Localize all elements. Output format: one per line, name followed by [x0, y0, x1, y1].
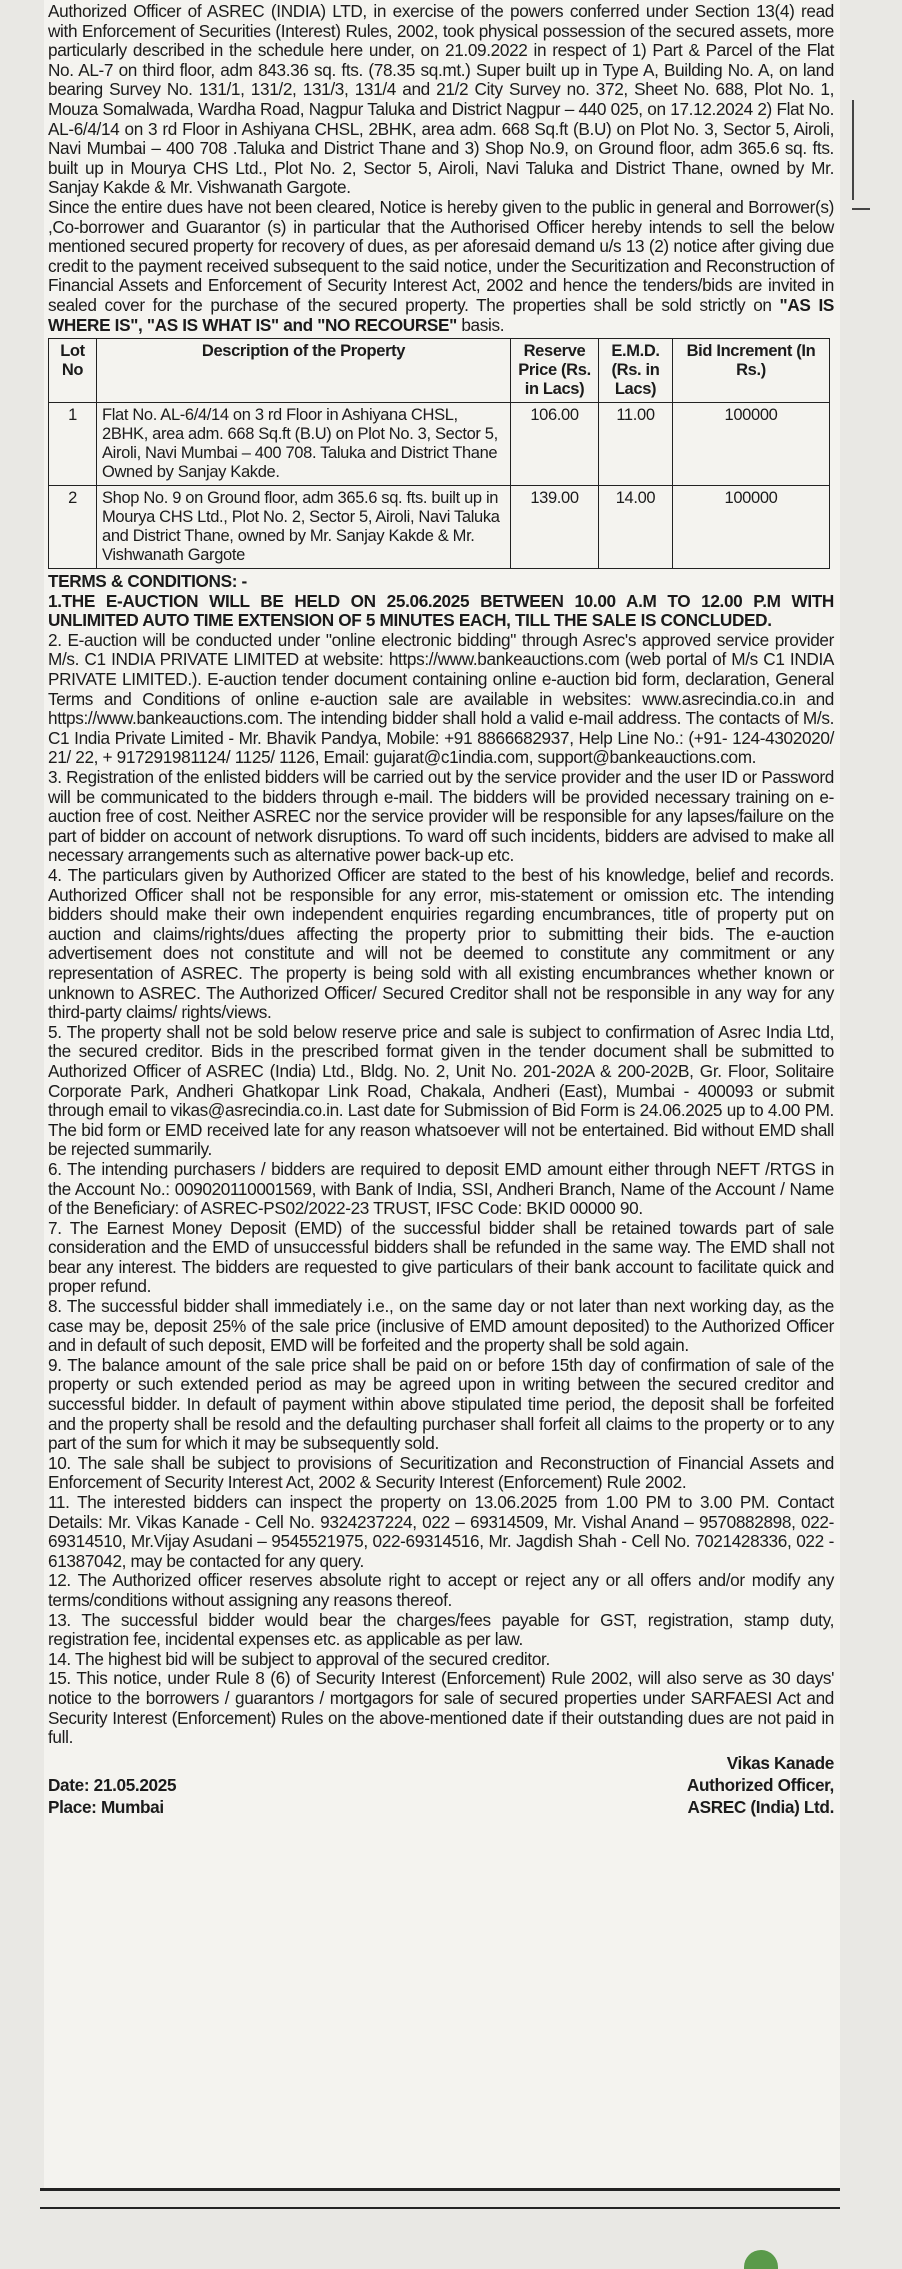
term-1: 1.THE E-AUCTION WILL BE HELD ON 25.06.2025 BETWEEN 10.00 A.M TO 12.00 P.M WITH UNLIMITED AUTO TIME EXTENSION OF 5 MINUTES EACH, TILL THE SALE IS CONCLUDED. — [48, 590, 834, 631]
cell-description — [97, 486, 511, 569]
header-bid-increment: Bid Increment (In Rs.) — [673, 339, 830, 403]
term-4: 4. The particulars given by Authorized Officer are stated to the best of his knowledge, belief and records. Authorized Officer shall not be responsible for any error, mis-statement or omission etc. The intending bidders should make their own independent enquiries regarding encumbrances, title of property put on auction and claims/rights/dues affecting the property prior to submitting their bids. The e-auction advertisement does not constitute and will not be deemed to constitute any commitment or any representation of ASREC. The property is being sold with all existing encumbrances whether known or unknown to ASREC. The Authorized Officer/ Secured Creditor shall not be responsible in any way for any third-party claims/ rights/views. — [48, 865, 834, 1023]
bottom-border — [40, 2188, 840, 2191]
table-header-row — [49, 339, 830, 403]
signatory — [687, 1752, 834, 1818]
term-8: 8. The successful bidder shall immediately i.e., on the same day or not later than next working day, as the case may be, deposit 25% of the sale price (inclusive of EMD amount deposited) to the Authorized Officer and in default of such deposit, EMD will be forfeited and the property shall be sold again. — [48, 1296, 834, 1356]
term-10: 10. The sale shall be subject to provisions of Securitization and Reconstruction of Financial Assets and Enforcement of Security Interest Act, 2002 & Security Interest (Enforcement) Rule 2002. — [48, 1452, 834, 1493]
cell-reserve-price: 139.00 — [511, 486, 599, 569]
term-9: 9. The balance amount of the sale price shall be paid on or before 15th day of confirmation of sale of the property or such extended period as may be agreed upon in writing between the secured creditor and successful bidder. In default of payment within above stipulated time period, the deposit shall be forfeited and the property shall be resold and the defaulting purchaser shall forfeit all claims to the property or to any part of the sum for which it may be subsequently sold. — [48, 1354, 834, 1454]
cell-lot: 1 — [49, 403, 97, 486]
header-lot: Lot No — [49, 339, 97, 403]
intro-paragraph: Authorized Officer of ASREC (INDIA) LTD, in exercise of the powers conferred under Section 13(4) read with Enforcement of Securities (Interest) Rules, 2002, took physical possession of the secured assets, more particularly described in the schedule here under, on 21.09.2022 in respect of 1) Part & Parcel of the Flat No. AL-7 on third floor, adm 843.36 sq. fts. (78.35 sq.mt.) Super built up in Type A, Building No. A, on land bearing Survey No. 131/1, 131/2, 131/3, 131/4 and 21/2 City Survey no. 372, Sheet No. 688, Plot No. 1, Mouza Somalwada, Wardha Road, Nagpur Taluka and District Nagpur – 440 025, on 17.12.2024 2) Flat No. AL-6/4/14 on 3 rd Floor in Ashiyana CHSL, 2BHK, area adm. 668 Sq.ft (B.U) on Plot No. 3, Sector 5, Airoli, Navi Mumbai – 400 708 .Taluka and District Thane and 3) Shop No.9, on Ground floor, adm 365.6 sq. fts. built up in Mourya CHS Ltd., Plot No. 2, Sector 5, Airoli, Navi Taluka and District Thane, owned by Mr. Sanjay Kakde & Mr. Vishwanath Gargote. — [48, 1, 834, 198]
date-place — [48, 1774, 176, 1818]
term-3: 3. Registration of the enlisted bidders will be carried out by the service provider and the user ID or Password will be communicated to the bidders through e-mail. The bidders will be provided necessary training on e-auction free of cost. Neither ASREC nor the service provider will be responsible for any lapses/failure on the part of bidder on account of network disruptions. To ward off such incidents, bidders are advised to make all necessary arrangements such as alternative power back-up etc. — [48, 767, 834, 866]
cell-bid-increment: 100000 — [673, 486, 830, 569]
term-2: 2. E-auction will be conducted under "online electronic bidding" through Asrec's approved service provider M/s. C1 INDIA PRIVATE LIMITED at website: https://www.bankeauctions.com (web portal of M/s C1 INDIA PRIVATE LIMITED.). E-auction tender document containing online e-auction bid form, declaration, General Terms and Conditions of online e-auction sale are available in websites: www.asrecindia.co.in and https://www.bankeauctions.com. The intending bidder shall hold a valid e-mail address. The contacts of M/s. C1 India Private Limited - Mr. Bhavik Pandya, Mobile: +91 8866682937, Help Line No.: (+91- 124-4302020/ 21/ 22, + 917291981124/ 1125/ 1126, Email: gujarat@c1india.com, support@bankeauctions.com. — [48, 629, 834, 768]
cell-reserve-price: 106.00 — [511, 403, 599, 486]
property-table — [48, 338, 830, 569]
term-13: 13. The successful bidder would bear the charges/fees payable for GST, registration, stamp duty, registration fee, incidental expenses etc. as applicable as per law. — [48, 1609, 834, 1650]
term-14: 14. The highest bid will be subject to approval of the secured creditor. — [48, 1648, 550, 1669]
description-owner: Owned by Sanjay Kakde. — [102, 463, 280, 482]
header-description: Description of the Property — [97, 339, 511, 403]
notice-paragraph — [48, 198, 834, 335]
notice-text-end: basis. — [456, 314, 505, 335]
green-logo-fragment — [744, 2250, 778, 2269]
term-15: 15. This notice, under Rule 8 (6) of Security Interest (Enforcement) Rule 2002, will also serve as 30 days' notice to the borrowers / guarantors / mortgagors for sale of secured properties under SARFAESI Act and Security Interest (Enforcement) Rules on the above-mentioned date if their outstanding dues are not paid in full. — [48, 1668, 834, 1748]
auction-notice — [48, 2, 834, 1832]
table-row — [49, 403, 830, 486]
term-7: 7. The Earnest Money Deposit (EMD) of the successful bidder shall be retained towards part of sale consideration and the EMD of unsuccessful bidders shall be refunded in the same way. The EMD shall not bear any interest. The bidders are requested to give particulars of their bank account to facilitate quick and proper refund. — [48, 1217, 834, 1297]
notice-date: Date: 21.05.2025 — [48, 1774, 177, 1795]
column-rule — [852, 100, 854, 200]
description-text: Flat No. AL-6/4/14 on 3 rd Floor in Ashiyana CHSL, 2BHK, area adm. 668 Sq.ft (B.U) on Plot No. 3, Sector 5, Airoli, Navi Mumbai – 400 708. Taluka and District Thane — [102, 406, 498, 463]
description-text: Shop No. 9 on Ground floor, adm 365.6 sq. fts. built up in Mourya CHS Ltd., Plot No. 2, Sector 5, Airoli, Navi Taluka and District Thane, owned by Mr. Sanjay Kakde & Mr. Vishwanath Gargote — [102, 489, 500, 565]
signatory-name: Vikas Kanade — [726, 1752, 834, 1773]
term-11: 11. The interested bidders can inspect the property on 13.06.2025 from 1.00 PM to 3.00 PM. Contact Details: Mr. Vikas Kanade - Cell No. 9324237224, 022 – 69314509, Mr. Vishal Anand – 9570882898, 022-69314510, Mr.Vijay Asudani – 9545521975, 022-69314516, Mr. Jagdish Shah - Cell No. 7021428336, 022 - 61387042, may be contacted for any query. — [48, 1492, 834, 1571]
signoff-block — [48, 1752, 834, 1832]
term-12: 12. The Authorized officer reserves absolute right to accept or reject any or all offers and/or modify any terms/conditions without assigning any reasons thereof. — [48, 1570, 834, 1610]
terms-heading: TERMS & CONDITIONS: - — [48, 571, 247, 592]
cell-emd: 14.00 — [599, 486, 673, 569]
term-5: 5. The property shall not be sold below reserve price and sale is subject to confirmation of Asrec India Ltd, the secured creditor. Bids in the prescribed format given in the tender document shall be submitted to Authorized Officer of ASREC (India) Ltd., Bldg. No. 2, Unit No. 201-202A & 200-202B, Gr. Floor, Solitaire Corporate Park, Andheri Ghatkopar Link Road, Chakala, Andheri (East), Mumbai - 400093 or submit through email to vikas@asrecindia.co.in. Last date for Submission of Bid Form is 24.06.2025 up to 4.00 PM. The bid form or EMD received late for any reason whatsoever will not be entertained. Bid without EMD shall be rejected summarily. — [48, 1021, 834, 1160]
signatory-org: ASREC (India) Ltd. — [687, 1796, 834, 1817]
signatory-title: Authorized Officer, — [686, 1774, 834, 1795]
cell-description — [97, 403, 511, 486]
table-row — [49, 486, 830, 569]
notice-text: Since the entire dues have not been cleared, Notice is hereby given to the public in general and Borrower(s) ,Co-borrower and Guarantor (s) in particular that the Authorised Officer hereby intends to sell the below mentioned secured property for recovery of dues, as per aforesaid demand u/s 13 (2) notice after giving due credit to the payment received subsequent to the said notice, under the Securitization and Reconstruction of Financial Assets and Enforcement of Security Interest Act, 2002 and hence the tenders/bids are invited in sealed cover for the purchase of the secured property. The properties shall be sold strictly on — [48, 196, 834, 315]
cell-bid-increment: 100000 — [673, 403, 830, 486]
term-6: 6. The intending purchasers / bidders are required to deposit EMD amount either through NEFT /RTGS in the Account No.: 009020110001569, with Bank of India, SSI, Andheri Branch, Name of the Account / Name of the Beneficiary: of ASREC-PS02/2022-23 TRUST, IFSC Code: BKID 00000 90. — [48, 1158, 834, 1219]
sale-basis: "AS IS WHERE IS", "AS IS WHAT IS" and "NO RECOURSE" — [48, 294, 834, 335]
header-reserve-price: Reserve Price (Rs. in Lacs) — [511, 339, 599, 403]
cell-lot: 2 — [49, 486, 97, 569]
bottom-rule — [40, 2207, 840, 2209]
header-emd: E.M.D. (Rs. in Lacs) — [599, 339, 673, 403]
cell-emd: 11.00 — [599, 403, 673, 486]
notice-place: Place: Mumbai — [48, 1796, 164, 1817]
column-rule-tick — [852, 208, 870, 210]
